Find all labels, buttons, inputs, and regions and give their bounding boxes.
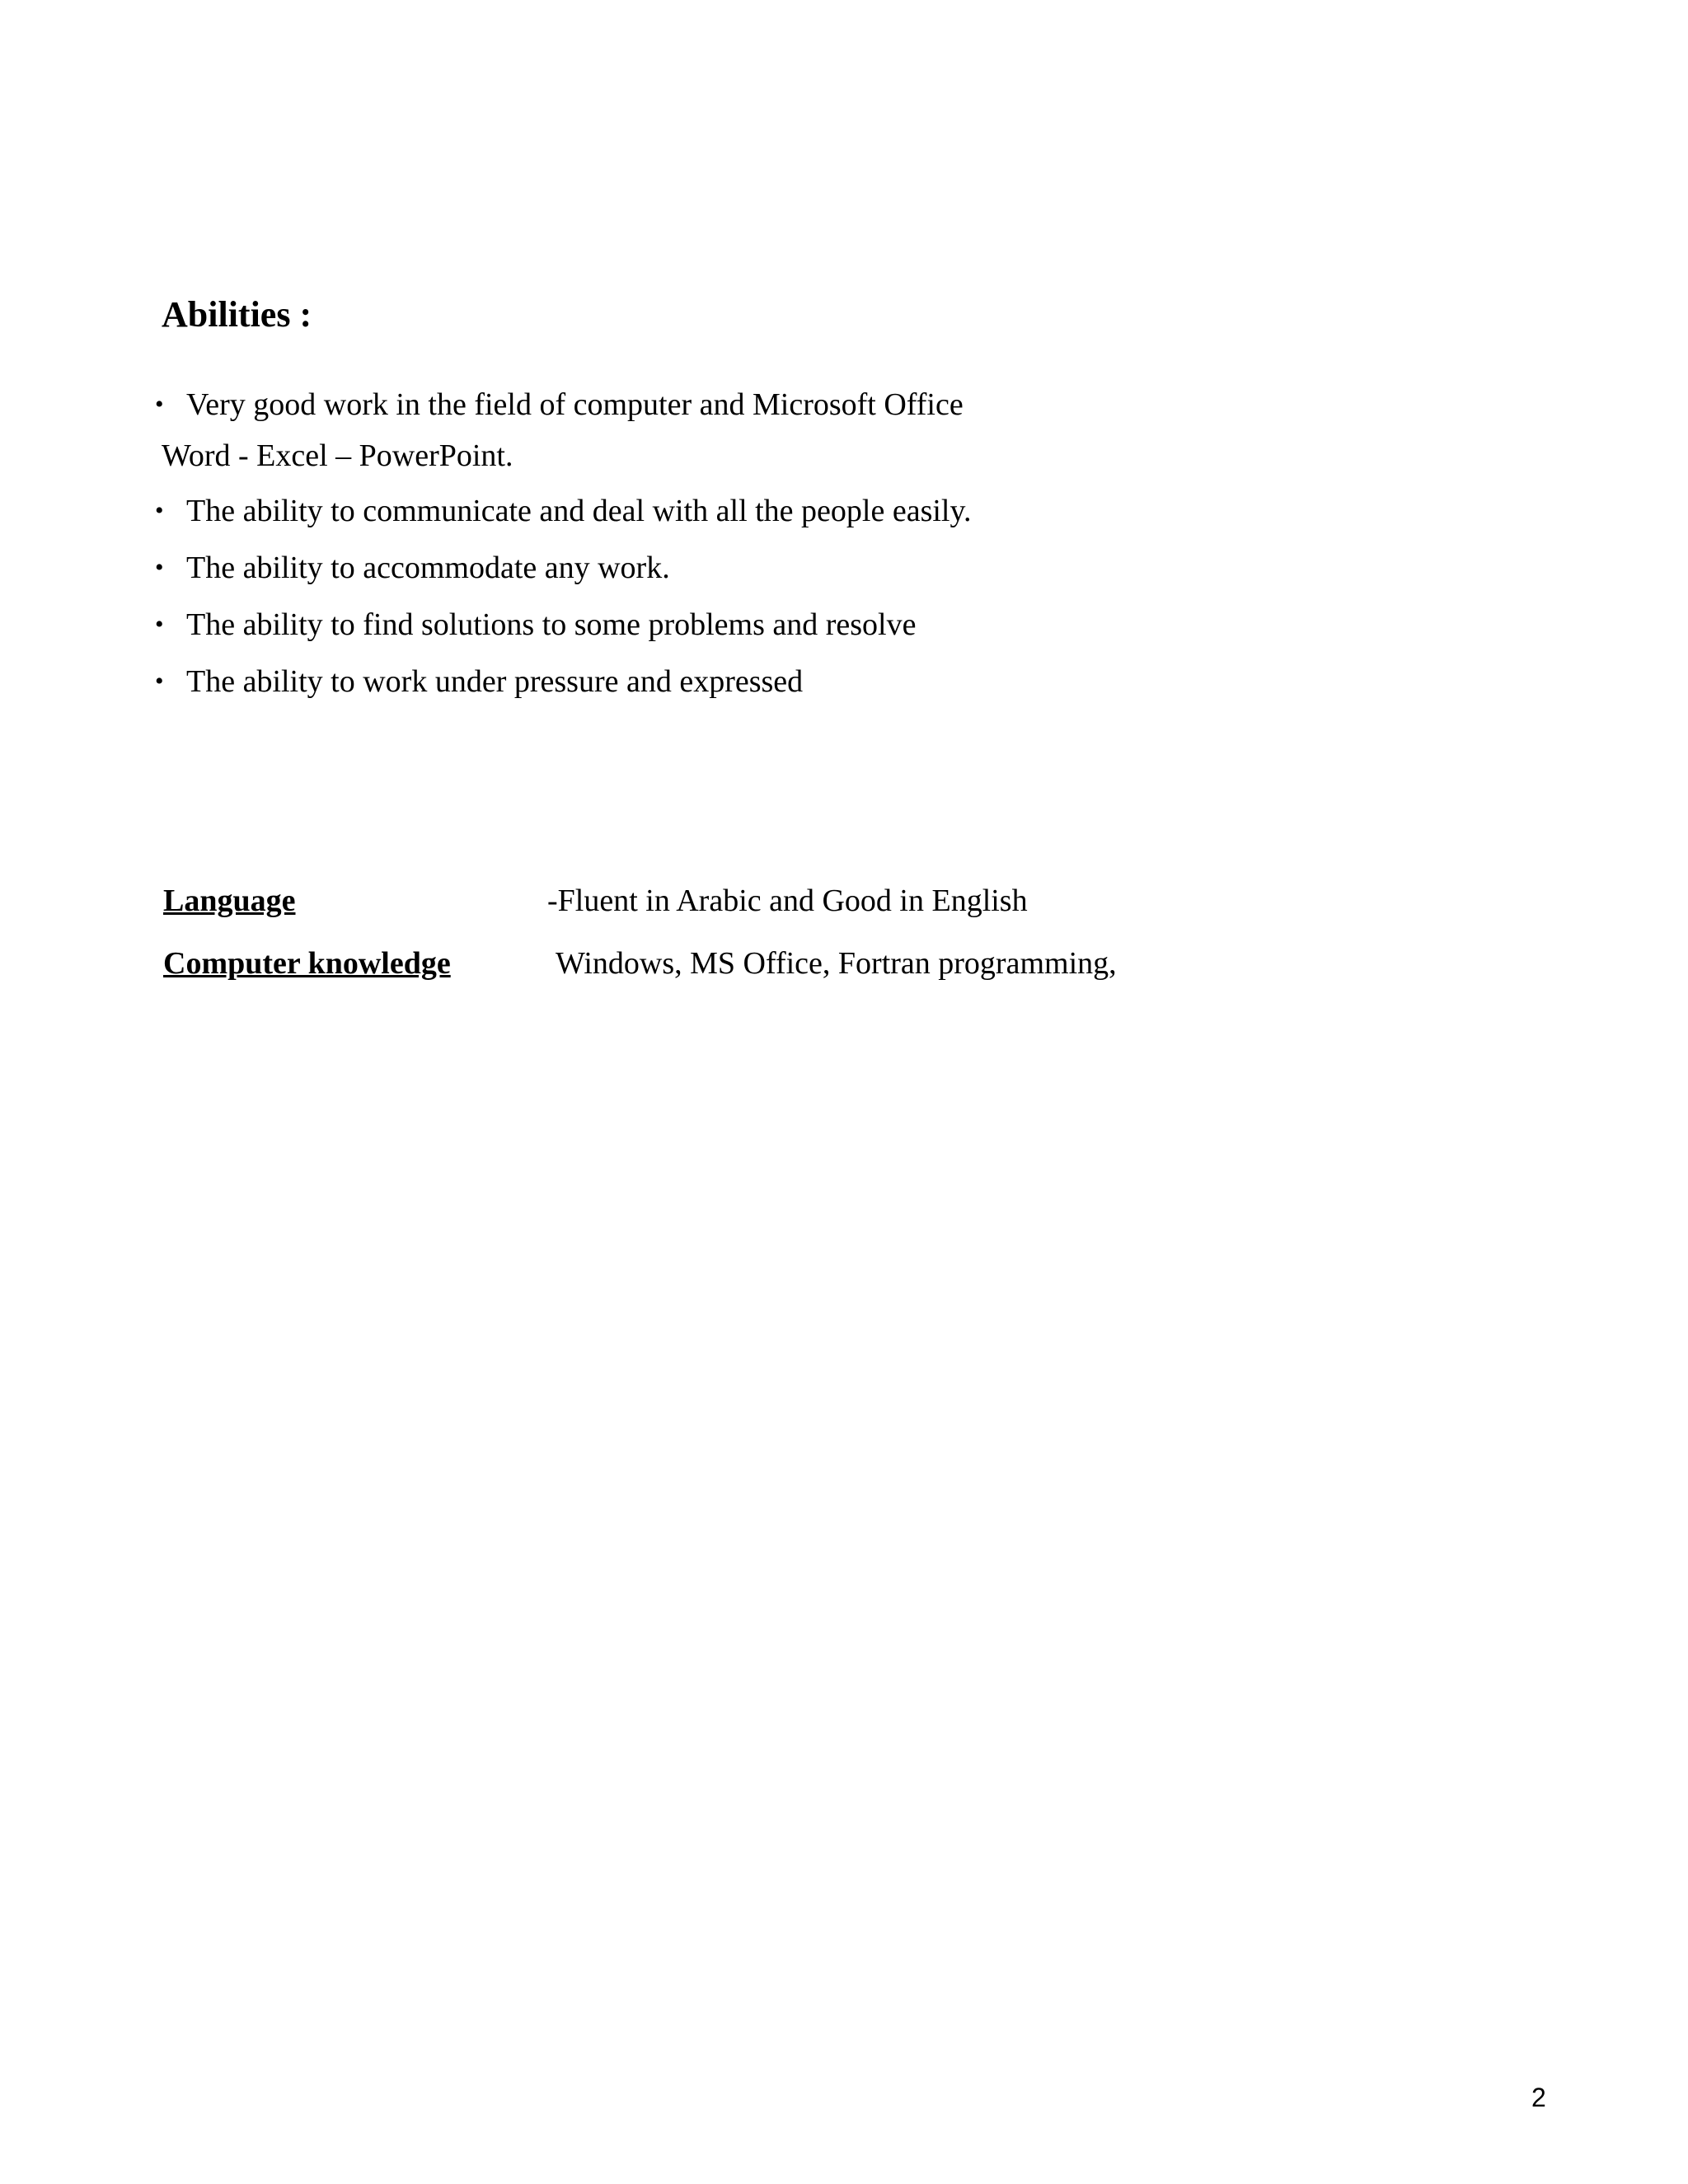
ability-item-text: The ability to accommodate any work. (186, 551, 670, 585)
computer-knowledge-value: Windows, MS Office, Fortran programming, (556, 946, 1117, 981)
abilities-heading: Abilities : (162, 294, 312, 335)
ability-item-text: The ability to find solutions to some problems and resolve (186, 607, 917, 642)
bullet-icon: • (155, 668, 164, 695)
bullet-icon: • (155, 497, 164, 524)
ability-item-text: The ability to communicate and deal with all the people easily. (186, 494, 972, 528)
bullet-icon: • (155, 611, 164, 638)
ability-item-text: The ability to work under pressure and expressed (186, 664, 804, 699)
language-value: -Fluent in Arabic and Good in English (547, 883, 1028, 918)
language-label: Language (163, 883, 296, 918)
ability-item-text: Very good work in the field of computer and Microsoft Office (186, 387, 964, 422)
bullet-icon: • (155, 391, 164, 418)
computer-knowledge-label: Computer knowledge (163, 946, 451, 981)
ability-item-continuation: Word - Excel – PowerPoint. (162, 438, 513, 473)
page-number: 2 (1531, 2083, 1546, 2112)
bullet-icon: • (155, 554, 164, 581)
